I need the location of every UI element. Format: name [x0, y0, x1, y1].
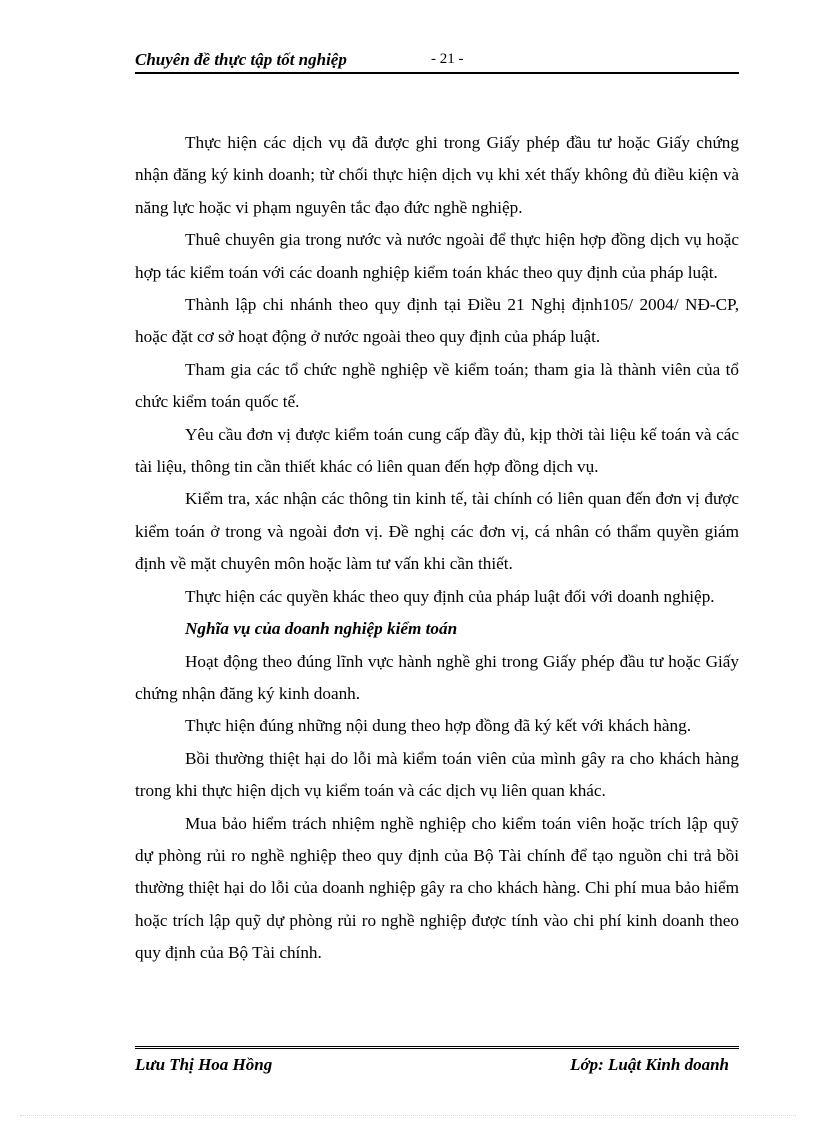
footer-class: Lớp: Luật Kinh doanh — [570, 1055, 729, 1074]
paragraph: Yêu cầu đơn vị được kiểm toán cung cấp đầy đủ, kịp thời tài liệu kế toán và các tài liệu, thông tin cần thiết khác có liên quan đến hợp đồng dịch vụ. — [135, 424, 739, 477]
paragraph: Thực hiện các dịch vụ đã được ghi trong Giấy phép đầu tư hoặc Giấy chứng nhận đăng ký kinh doanh; từ chối thực hiện dịch vụ khi xét thấy không đủ điều kiện và năng lực hoặc vi phạm nguyên tắc đạo đức nghề nghiệp. — [135, 133, 739, 217]
header-title: Chuyên đề thực tập tốt nghiệp — [135, 50, 347, 69]
document-body — [135, 127, 739, 970]
paragraph: Tham gia các tổ chức nghề nghiệp về kiểm toán; tham gia là thành viên của tổ chức kiểm toán quốc tế. — [135, 359, 739, 412]
page-edge-divider — [20, 1115, 796, 1116]
paragraph: Hoạt động theo đúng lĩnh vực hành nghề ghi trong Giấy phép đầu tư hoặc Giấy chứng nhận đăng ký kinh doanh. — [135, 651, 739, 703]
section-heading: Nghĩa vụ của doanh nghiệp kiểm toán — [185, 619, 458, 639]
page-footer — [135, 1046, 739, 1079]
paragraph: Thực hiện các quyền khác theo quy định của pháp luật đối với doanh nghiệp. — [185, 586, 715, 606]
page-header — [135, 48, 739, 74]
footer-author: Lưu Thị Hoa Hồng — [135, 1055, 273, 1074]
paragraph: Thực hiện đúng những nội dung theo hợp đồng đã ký kết với khách hàng. — [185, 716, 692, 736]
page-number: - 21 - — [431, 51, 464, 67]
paragraph: Bồi thường thiệt hại do lỗi mà kiểm toán viên của mình gây ra cho khách hàng trong khi thực hiện dịch vụ kiểm toán và các dịch vụ liên quan khác. — [135, 748, 739, 801]
paragraph: Thuê chuyên gia trong nước và nước ngoài để thực hiện hợp đồng dịch vụ hoặc hợp tác kiểm toán với các doanh nghiệp kiểm toán khác theo quy định của pháp luật. — [135, 230, 739, 282]
paragraph: Kiểm tra, xác nhận các thông tin kinh tế, tài chính có liên quan đến đơn vị được kiểm toán ở trong và ngoài đơn vị. Đề nghị các đơn vị, cá nhân có thẩm quyền giám định về mặt chuyên môn hoặc làm tư vấn khi cần thiết. — [135, 489, 739, 574]
paragraph: Mua bảo hiểm trách nhiệm nghề nghiệp cho kiểm toán viên hoặc trích lập quỹ dự phòng rủi ro nghề nghiệp theo quy định của Bộ Tài chính để tạo nguồn chi trả bồi thường thiệt hại do lỗi của doanh nghiệp gây ra cho khách hàng. Chi phí mua bảo hiểm hoặc trích lập quỹ dự phòng rủi ro nghề nghiệp được tính vào chi phí kinh doanh theo quy định của Bộ Tài chính. — [135, 813, 739, 963]
paragraph: Thành lập chi nhánh theo quy định tại Điều 21 Nghị định105/ 2004/ NĐ-CP, hoặc đặt cơ sở hoạt động ở nước ngoài theo quy định của pháp luật. — [135, 295, 739, 347]
